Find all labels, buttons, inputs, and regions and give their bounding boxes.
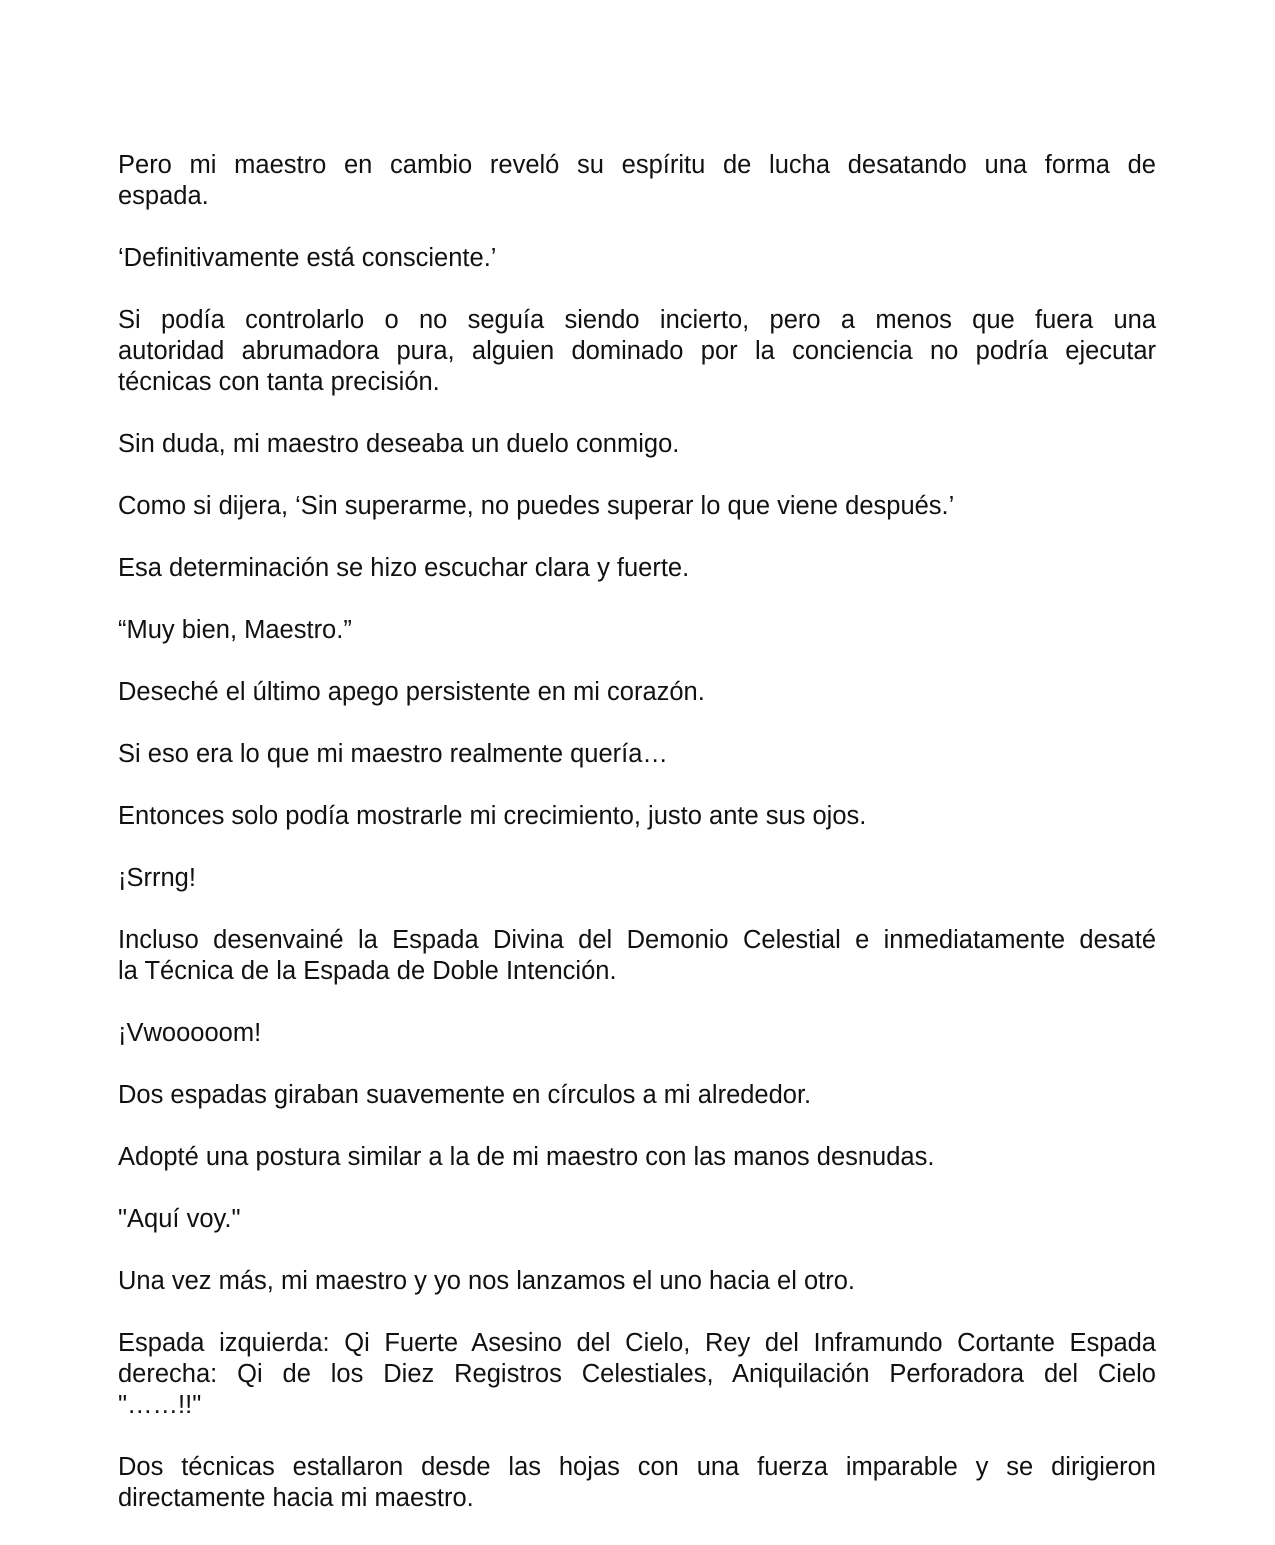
text-line: Dos espadas giraban suavemente en círculos a mi alrededor. bbox=[118, 1081, 812, 1109]
text-line: Esa determinación se hizo escuchar clara y fuerte. bbox=[118, 554, 690, 582]
text-line: Dos técnicas estallaron desde las hojas con una fuerza imparable y se dirigieron bbox=[118, 1453, 1156, 1481]
text-line: ¡Srrng! bbox=[118, 864, 196, 892]
text-line: técnicas con tanta precisión. bbox=[118, 368, 440, 396]
paragraph bbox=[118, 429, 1156, 460]
paragraph bbox=[118, 491, 1156, 522]
paragraph bbox=[118, 925, 1156, 987]
text-line: Deseché el último apego persistente en mi corazón. bbox=[118, 678, 705, 706]
paragraph bbox=[118, 1266, 1156, 1297]
text-line: Si podía controlarlo o no seguía siendo incierto, pero a menos que fuera una bbox=[118, 306, 1156, 334]
paragraph bbox=[118, 1018, 1156, 1049]
paragraph bbox=[118, 553, 1156, 584]
text-line: Espada izquierda: Qi Fuerte Asesino del Cielo, Rey del Inframundo Cortante Espada bbox=[118, 1329, 1156, 1357]
text-line: "Aquí voy." bbox=[118, 1205, 241, 1233]
paragraph bbox=[118, 615, 1156, 646]
text-line: "……!!" bbox=[118, 1391, 202, 1419]
text-line: Una vez más, mi maestro y yo nos lanzamos el uno hacia el otro. bbox=[118, 1267, 855, 1295]
paragraph bbox=[118, 305, 1156, 398]
text-line: la Técnica de la Espada de Doble Intención. bbox=[118, 957, 617, 985]
paragraph bbox=[118, 150, 1156, 212]
text-line: Sin duda, mi maestro deseaba un duelo conmigo. bbox=[118, 430, 680, 458]
document-page bbox=[118, 150, 1156, 1545]
text-line: “Muy bien, Maestro.” bbox=[118, 616, 352, 644]
paragraph bbox=[118, 739, 1156, 770]
text-line: ¡Vwooooom! bbox=[118, 1019, 262, 1047]
text-line: directamente hacia mi maestro. bbox=[118, 1484, 474, 1512]
text-line: derecha: Qi de los Diez Registros Celestiales, Aniquilación Perforadora del Cielo bbox=[118, 1360, 1156, 1388]
text-line: Incluso desenvainé la Espada Divina del Demonio Celestial e inmediatamente desaté bbox=[118, 926, 1156, 954]
paragraph bbox=[118, 1204, 1156, 1235]
paragraph bbox=[118, 1142, 1156, 1173]
text-line: autoridad abrumadora pura, alguien dominado por la conciencia no podría ejecutar bbox=[118, 337, 1156, 365]
text-line: espada. bbox=[118, 182, 209, 210]
paragraph bbox=[118, 1452, 1156, 1514]
paragraph bbox=[118, 801, 1156, 832]
text-line: Entonces solo podía mostrarle mi crecimiento, justo ante sus ojos. bbox=[118, 802, 867, 830]
paragraph bbox=[118, 1328, 1156, 1421]
paragraph bbox=[118, 1080, 1156, 1111]
paragraph bbox=[118, 677, 1156, 708]
paragraph bbox=[118, 243, 1156, 274]
text-line: Como si dijera, ‘Sin superarme, no puedes superar lo que viene después.’ bbox=[118, 492, 955, 520]
text-line: Adopté una postura similar a la de mi maestro con las manos desnudas. bbox=[118, 1143, 935, 1171]
paragraph bbox=[118, 863, 1156, 894]
text-line: ‘Definitivamente está consciente.’ bbox=[118, 244, 497, 272]
text-line: Si eso era lo que mi maestro realmente quería… bbox=[118, 740, 668, 768]
text-line: Pero mi maestro en cambio reveló su espíritu de lucha desatando una forma de bbox=[118, 151, 1156, 179]
